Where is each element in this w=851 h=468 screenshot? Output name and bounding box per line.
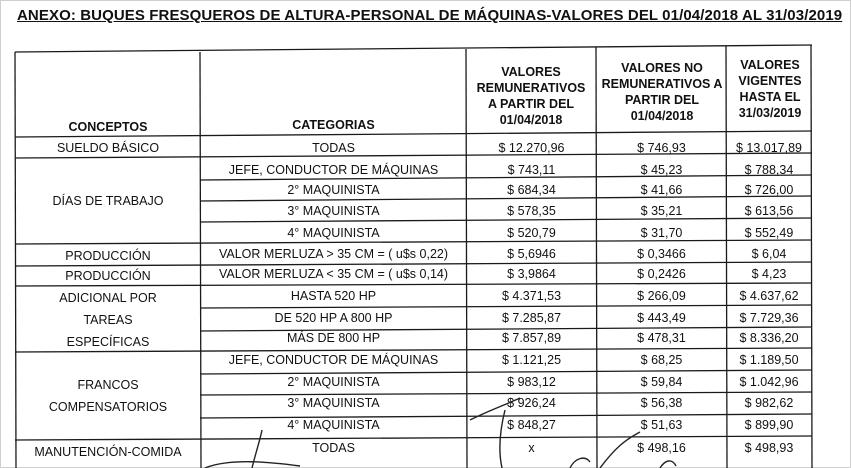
row-valor-remunerativo: $ 848,27 (507, 417, 556, 432)
row-categoria: 2° MAQUINISTA (287, 374, 380, 389)
row-valor-vigente: $ 1.189,50 (739, 353, 799, 367)
header-categorias: CATEGORIAS (292, 118, 375, 132)
row-valor-remunerativo: $ 743,11 (507, 162, 556, 177)
row-valor-no-remunerativo: $ 51,63 (640, 417, 683, 432)
row-valor-remunerativo: $ 7.285,87 (501, 310, 562, 325)
row-valor-no-remunerativo: $ 45,23 (640, 162, 683, 177)
row-valor-remunerativo: $ 12.270,96 (498, 141, 565, 155)
row-valor-remunerativo: $ 4.371,53 (501, 288, 562, 303)
row-valor-remunerativo: x (528, 441, 535, 455)
row-valor-no-remunerativo: $ 31,70 (640, 225, 683, 240)
row-categoria: TODAS (312, 441, 355, 455)
row-categoria: 4° MAQUINISTA (287, 225, 380, 240)
row-categoria: VALOR MERLUZA > 35 CM = ( u$s 0,22) (218, 246, 449, 261)
header-conceptos: CONCEPTOS (68, 120, 148, 134)
row-valor-remunerativo: $ 684,34 (507, 183, 556, 197)
row-valor-vigente: $ 788,34 (744, 162, 794, 177)
concept-produccion-2: PRODUCCIÓN (65, 269, 151, 283)
concept-manutencion-comida: MANUTENCIÓN-COMIDA (34, 445, 182, 459)
row-valor-no-remunerativo: $ 443,49 (637, 310, 686, 325)
row-valor-remunerativo: $ 3,9864 (507, 266, 556, 281)
row-valor-vigente: $ 7.729,36 (739, 310, 799, 325)
row-valor-no-remunerativo: $ 59,84 (640, 374, 683, 389)
row-valor-no-remunerativo: $ 746,93 (637, 141, 686, 155)
row-valor-remunerativo: $ 983,12 (507, 374, 556, 389)
row-categoria: DE 520 HP A 800 HP (274, 310, 393, 325)
row-valor-vigente: $ 613,56 (744, 204, 794, 218)
row-categoria: 4° MAQUINISTA (287, 417, 380, 432)
concept-dias-de-trabajo: DÍAS DE TRABAJO (52, 194, 164, 208)
row-valor-no-remunerativo: $ 266,09 (637, 288, 686, 303)
concept-sueldo-basico: SUELDO BÁSICO (56, 141, 160, 155)
row-valor-vigente: $ 8.336,20 (739, 331, 799, 345)
row-valor-no-remunerativo: $ 56,38 (640, 395, 683, 410)
row-valor-vigente: $ 552,49 (744, 225, 794, 240)
row-valor-remunerativo: $ 5,6946 (507, 246, 556, 261)
row-categoria: JEFE, CONDUCTOR DE MÁQUINAS (228, 162, 439, 177)
row-valor-vigente: $ 13.017,89 (735, 141, 803, 155)
concept-produccion-1: PRODUCCIÓN (65, 248, 151, 263)
row-valor-vigente: $ 899,90 (744, 417, 794, 432)
row-valor-vigente: $ 6,04 (751, 246, 787, 261)
row-valor-remunerativo: $ 520,79 (507, 225, 556, 240)
row-valor-vigente: $ 1.042,96 (739, 374, 799, 389)
row-valor-vigente: $ 726,00 (744, 183, 794, 197)
row-valor-no-remunerativo: $ 41,66 (640, 183, 683, 197)
header-valores-vigentes: VALORES VIGENTES HASTA EL 31/03/2019 (738, 58, 802, 120)
row-valor-vigente: $ 982,62 (744, 395, 794, 410)
document-title: ANEXO: BUQUES FRESQUEROS DE ALTURA-PERSONAL DE MÁQUINAS-VALORES DEL 01/04/2018 AL 31/03/2019 (17, 7, 843, 24)
row-categoria: JEFE, CONDUCTOR DE MÁQUINAS (228, 353, 439, 367)
header-valores-no-remunerativos: VALORES NO REMUNERATIVOS A PARTIR DEL 01/04/2018 (601, 61, 723, 123)
concept-adicional-por-tareas: ADICIONAL POR TAREAS ESPECÍFICAS (59, 291, 157, 349)
row-categoria: VALOR MERLUZA < 35 CM = ( u$s 0,14) (218, 266, 449, 281)
row-valor-vigente: $ 4,23 (751, 266, 787, 281)
row-valor-remunerativo: $ 1.121,25 (501, 353, 562, 367)
row-categoria: 3° MAQUINISTA (287, 395, 380, 410)
header-valores-remunerativos: VALORES REMUNERATIVOS A PARTIR DEL 01/04/2018 (476, 65, 586, 127)
row-categoria: MÁS DE 800 HP (286, 331, 381, 345)
row-valor-remunerativo: $ 578,35 (507, 204, 556, 218)
row-valor-vigente: $ 4.637,62 (739, 288, 799, 303)
row-valor-no-remunerativo: $ 35,21 (640, 204, 683, 218)
row-valor-no-remunerativo: $ 498,16 (637, 441, 686, 455)
concept-francos-compensatorios: FRANCOS COMPENSATORIOS (48, 378, 168, 414)
row-categoria: HASTA 520 HP (290, 288, 377, 303)
row-valor-no-remunerativo: $ 478,31 (637, 331, 686, 345)
row-valor-remunerativo: $ 7.857,89 (501, 331, 562, 345)
row-categoria: TODAS (312, 141, 355, 155)
row-valor-remunerativo: $ 926,24 (507, 395, 556, 410)
row-valor-no-remunerativo: $ 0,3466 (637, 246, 686, 261)
row-categoria: 3° MAQUINISTA (287, 204, 380, 218)
row-valor-vigente: $ 498,93 (744, 441, 794, 455)
row-valor-no-remunerativo: $ 0,2426 (637, 266, 686, 281)
row-valor-no-remunerativo: $ 68,25 (640, 353, 683, 367)
row-categoria: 2° MAQUINISTA (287, 183, 380, 197)
